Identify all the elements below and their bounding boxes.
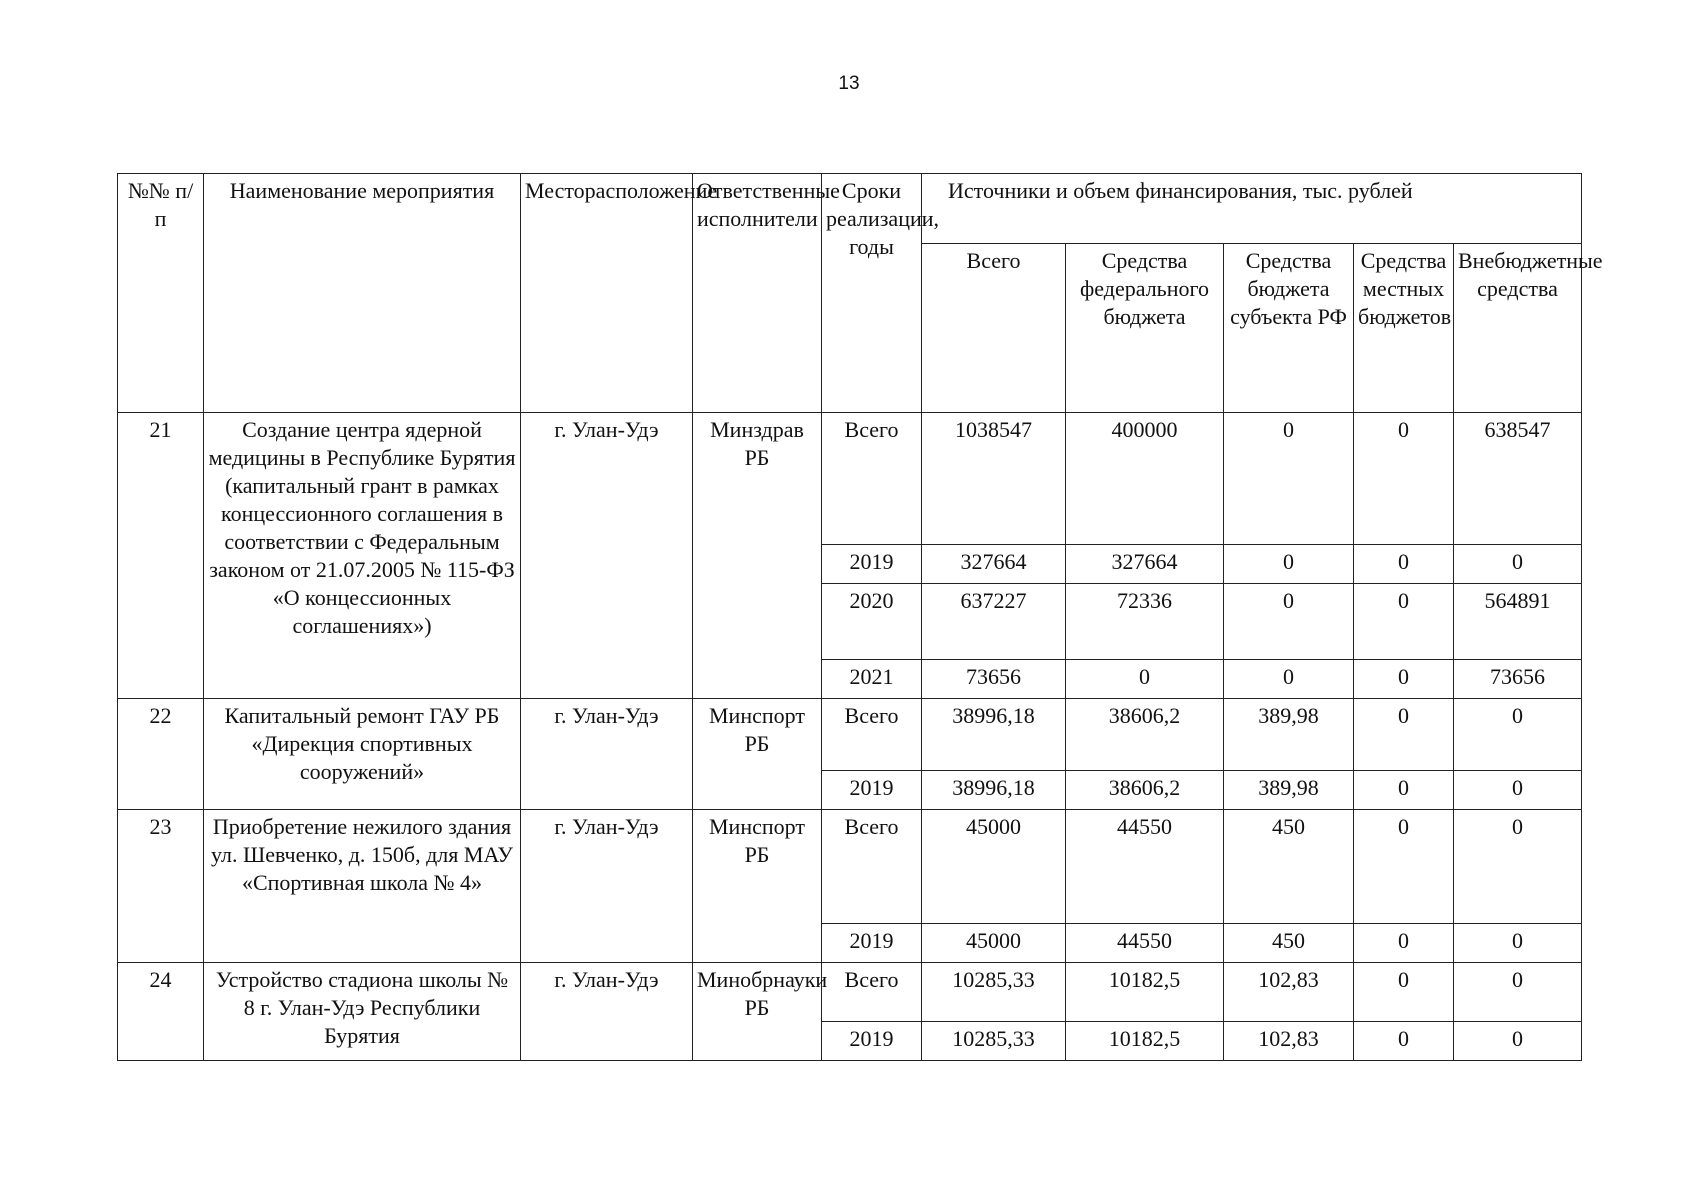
cell-subject: 0: [1224, 413, 1354, 545]
page-number: 13: [838, 73, 860, 94]
row-num: 24: [118, 963, 204, 1061]
cell-subject: 0: [1224, 584, 1354, 660]
cell-local: 0: [1354, 963, 1454, 1022]
cell-local: 0: [1354, 810, 1454, 924]
cell-period: Всего: [822, 413, 922, 545]
header-extra: Внебюджетные средства: [1454, 244, 1582, 413]
cell-period: 2020: [822, 584, 922, 660]
cell-local: 0: [1354, 771, 1454, 810]
cell-extra: 0: [1454, 924, 1582, 963]
cell-federal: 10182,5: [1066, 963, 1224, 1022]
table-row: [118, 810, 1582, 924]
cell-local: 0: [1354, 1022, 1454, 1061]
cell-total: 10285,33: [922, 963, 1066, 1022]
table-row: [118, 413, 1582, 545]
cell-subject: 389,98: [1224, 771, 1354, 810]
cell-subject: 450: [1224, 924, 1354, 963]
cell-total: 1038547: [922, 413, 1066, 545]
row-num: 22: [118, 699, 204, 810]
row-location: г. Улан-Удэ: [521, 413, 693, 699]
cell-total: 45000: [922, 924, 1066, 963]
header-name: Наименование мероприятия: [204, 174, 521, 413]
row-location: г. Улан-Удэ: [521, 810, 693, 963]
cell-period: Всего: [822, 963, 922, 1022]
header-location: Месторасположение: [521, 174, 693, 413]
cell-total: 10285,33: [922, 1022, 1066, 1061]
cell-subject: 0: [1224, 545, 1354, 584]
cell-total: 327664: [922, 545, 1066, 584]
header-funding: Источники и объем финансирования, тыс. рублей: [922, 174, 1582, 244]
table-row: [118, 963, 1582, 1022]
cell-subject: 0: [1224, 660, 1354, 699]
cell-extra: 564891: [1454, 584, 1582, 660]
cell-local: 0: [1354, 545, 1454, 584]
cell-total: 637227: [922, 584, 1066, 660]
cell-subject: 450: [1224, 810, 1354, 924]
row-num: 23: [118, 810, 204, 963]
row-num: 21: [118, 413, 204, 699]
cell-local: 0: [1354, 584, 1454, 660]
header-period: Сроки реализации, годы: [822, 174, 922, 413]
cell-extra: 73656: [1454, 660, 1582, 699]
row-name: Создание центра ядерной медицины в Республике Бурятия (капитальный грант в рамках концессионного соглашения в соответствии с Федеральным законом от 21.07.2005 № 115-ФЗ «О концессионных соглашениях»): [204, 413, 521, 699]
cell-extra: 0: [1454, 699, 1582, 771]
cell-total: 73656: [922, 660, 1066, 699]
cell-period: 2019: [822, 545, 922, 584]
cell-local: 0: [1354, 660, 1454, 699]
cell-subject: 102,83: [1224, 963, 1354, 1022]
cell-period: 2019: [822, 924, 922, 963]
funding-table: [117, 173, 1603, 1061]
row-location: г. Улан-Удэ: [521, 699, 693, 810]
row-responsible: Минобрнауки РБ: [693, 963, 822, 1061]
header-responsible: Ответственные исполнители: [693, 174, 822, 413]
row-responsible: Минспорт РБ: [693, 699, 822, 810]
cell-extra: 0: [1454, 545, 1582, 584]
cell-total: 38996,18: [922, 699, 1066, 771]
cell-local: 0: [1354, 699, 1454, 771]
header-federal: Средства федерального бюджета: [1066, 244, 1224, 413]
header-total: Всего: [922, 244, 1066, 413]
cell-subject: 102,83: [1224, 1022, 1354, 1061]
header-row: [118, 174, 1582, 244]
cell-period: 2019: [822, 771, 922, 810]
table-row: [118, 699, 1582, 771]
cell-federal: 0: [1066, 660, 1224, 699]
cell-federal: 44550: [1066, 924, 1224, 963]
row-name: Капитальный ремонт ГАУ РБ «Дирекция спортивных сооружений»: [204, 699, 521, 810]
cell-extra: 638547: [1454, 413, 1582, 545]
cell-extra: 0: [1454, 963, 1582, 1022]
cell-total: 38996,18: [922, 771, 1066, 810]
cell-period: Всего: [822, 699, 922, 771]
row-responsible: Минздрав РБ: [693, 413, 822, 699]
cell-period: 2019: [822, 1022, 922, 1061]
cell-extra: 0: [1454, 771, 1582, 810]
cell-federal: 72336: [1066, 584, 1224, 660]
cell-extra: 0: [1454, 1022, 1582, 1061]
cell-total: 45000: [922, 810, 1066, 924]
cell-period: 2021: [822, 660, 922, 699]
header-local: Средства местных бюджетов: [1354, 244, 1454, 413]
cell-period: Всего: [822, 810, 922, 924]
cell-federal: 400000: [1066, 413, 1224, 545]
cell-federal: 44550: [1066, 810, 1224, 924]
header-num: №№ п/п: [118, 174, 204, 413]
cell-local: 0: [1354, 413, 1454, 545]
cell-local: 0: [1354, 924, 1454, 963]
cell-federal: 10182,5: [1066, 1022, 1224, 1061]
cell-federal: 38606,2: [1066, 771, 1224, 810]
cell-federal: 38606,2: [1066, 699, 1224, 771]
cell-federal: 327664: [1066, 545, 1224, 584]
row-location: г. Улан-Удэ: [521, 963, 693, 1061]
row-name: Устройство стадиона школы № 8 г. Улан-Удэ Республики Бурятия: [204, 963, 521, 1061]
cell-extra: 0: [1454, 810, 1582, 924]
row-responsible: Минспорт РБ: [693, 810, 822, 963]
header-subject: Средства бюджета субъекта РФ: [1224, 244, 1354, 413]
cell-subject: 389,98: [1224, 699, 1354, 771]
row-name: Приобретение нежилого здания ул. Шевченко, д. 150б, для МАУ «Спортивная школа № 4»: [204, 810, 521, 963]
